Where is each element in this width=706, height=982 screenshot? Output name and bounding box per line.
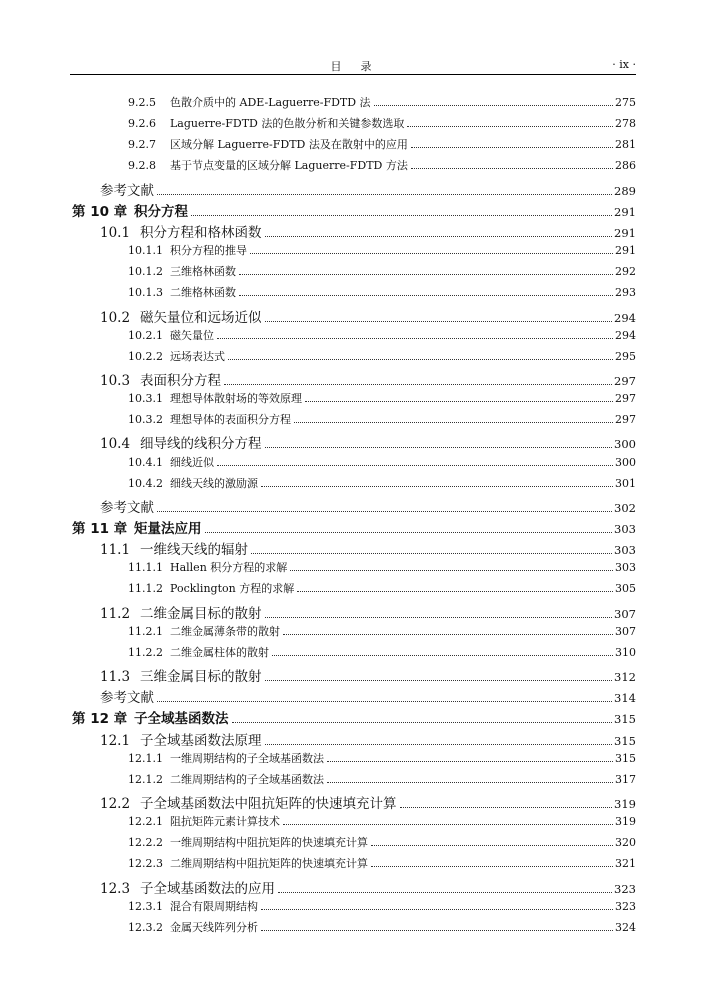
toc-entry-line	[100, 665, 636, 685]
toc-entry-page: 300	[615, 455, 636, 469]
toc-entry-title: 磁矢量位和远场近似	[140, 309, 262, 326]
toc-entry-number: 12.2.2	[128, 836, 163, 850]
toc-entry-number: 12.1.1	[128, 751, 163, 765]
header-page-number: · ix ·	[612, 58, 636, 71]
toc-entry-line	[128, 580, 636, 596]
toc-entry-number: 10.4	[100, 436, 131, 453]
toc-leader-dots	[239, 274, 613, 275]
toc-entry-number: 9.2.8	[128, 159, 156, 173]
toc-entry-title: 参考文献	[100, 499, 154, 516]
toc-entry-page: 301	[615, 476, 636, 490]
toc-entry-title: 表面积分方程	[140, 372, 221, 389]
toc-entry-number: 11.3	[100, 669, 131, 686]
toc-entry-number: 第 11 章	[72, 521, 128, 537]
toc-entry-page: 303	[615, 561, 636, 575]
toc-entry-title: 积分方程	[134, 203, 188, 220]
toc-leader-dots	[371, 866, 613, 867]
toc-entry-title: 细导线的线积分方程	[140, 436, 262, 453]
toc-entry-page: 281	[615, 138, 636, 152]
toc-entry-page: 300	[614, 437, 636, 452]
toc-entry-line	[100, 306, 636, 326]
toc-leader-dots	[261, 909, 613, 910]
toc-entry-number: 12.1.2	[128, 772, 163, 786]
toc-leader-dots	[228, 359, 613, 360]
toc-entry-number: 第 12 章	[72, 711, 128, 728]
toc-entry-title: 细线近似	[170, 455, 214, 469]
toc-entry-number: 11.2.1	[128, 624, 163, 638]
toc-leader-dots	[407, 126, 613, 127]
toc-leader-dots	[278, 892, 612, 893]
toc-entry-page: 297	[615, 392, 636, 406]
toc-entry-title: 基于节点变量的区域分解 Laguerre-FDTD 方法	[170, 159, 408, 173]
toc-entry-page: 292	[615, 265, 636, 279]
toc-entry-line	[128, 157, 636, 173]
toc-leader-dots	[327, 782, 613, 783]
toc-entry-page: 289	[614, 183, 636, 198]
toc-entry-number: 12.2.3	[128, 857, 163, 871]
toc-entry-line	[128, 242, 636, 258]
toc-entry-page: 297	[615, 413, 636, 427]
toc-entry-title: 矩量法应用	[134, 521, 202, 537]
toc-entry-page: 323	[615, 899, 636, 913]
toc-entry-number: 11.2	[100, 605, 131, 622]
toc-entry-title: 二维金属目标的散射	[140, 605, 262, 622]
toc-entry-line	[100, 221, 636, 241]
toc-entry-page: 275	[615, 96, 636, 109]
toc-entry-page: 315	[614, 712, 636, 727]
toc-leader-dots	[411, 168, 613, 169]
toc-leader-dots	[297, 591, 613, 592]
toc-entry-line	[72, 200, 636, 220]
toc-entry-page: 291	[614, 225, 636, 240]
toc-entry-page: 302	[614, 500, 636, 515]
toc-entry-page: 323	[614, 881, 636, 896]
toc-leader-dots	[191, 215, 612, 216]
toc-entry-title: 混合有限周期结构	[170, 899, 258, 913]
toc-leader-dots	[265, 744, 613, 745]
toc-entry-page: 324	[615, 920, 636, 934]
toc-entry-page: 321	[615, 857, 636, 871]
toc-entry-line	[128, 919, 636, 935]
toc-entry-page: 310	[615, 645, 636, 659]
toc-leader-dots	[400, 807, 613, 808]
toc-entry-title: 子全域基函数法	[134, 711, 229, 728]
toc-leader-dots	[157, 701, 612, 702]
toc-entry-page: 295	[615, 349, 636, 363]
toc-entry-line	[128, 623, 636, 639]
toc-entry-line	[100, 877, 636, 897]
toc-entry-title: 二维周期结构中阻抗矩阵的快速填充计算	[170, 857, 368, 871]
toc-entry-page: 319	[615, 815, 636, 829]
toc-leader-dots	[261, 930, 613, 931]
toc-entry-number: 10.2.1	[128, 328, 163, 342]
toc-entry-page: 315	[615, 751, 636, 765]
toc-entry-page: 314	[614, 691, 636, 706]
toc-leader-dots	[411, 147, 613, 148]
toc-leader-dots	[261, 486, 613, 487]
toc-entry-title: 积分方程和格林函数	[140, 224, 262, 241]
toc-entry-page: 319	[614, 796, 636, 811]
toc-entry-page: 305	[615, 582, 636, 596]
toc-entry-line	[128, 263, 636, 279]
toc-entry-page: 278	[615, 117, 636, 131]
toc-entry-number: 12.2	[100, 795, 131, 812]
toc-entry-page: 317	[615, 772, 636, 786]
toc-entry-title: 子全域基函数法中阻抗矩阵的快速填充计算	[140, 795, 397, 812]
toc-entry-page: 294	[614, 310, 636, 325]
toc-leader-dots	[374, 105, 613, 106]
toc-entry-page: 293	[615, 286, 636, 300]
toc-entry-title: 参考文献	[100, 690, 154, 707]
toc-entry-line	[100, 602, 636, 622]
toc-entry-line	[100, 496, 636, 516]
toc-entry-number: 10.2	[100, 309, 131, 326]
toc-entry-number: 10.2.2	[128, 349, 163, 363]
toc-entry-title: 二维金属柱体的散射	[170, 645, 269, 659]
toc-entry-title: 细线天线的激励源	[170, 476, 258, 490]
toc-entry-line	[100, 729, 636, 749]
toc-entry-number: 11.1.1	[128, 561, 163, 575]
toc-entry-line	[100, 686, 636, 706]
toc-entry-line	[128, 559, 636, 575]
toc-entry-line	[128, 284, 636, 300]
toc-entry-page: 315	[614, 733, 636, 748]
toc-leader-dots	[265, 321, 613, 322]
toc-entry-line	[100, 179, 636, 199]
toc-entry-page: 307	[615, 624, 636, 638]
toc-entry-number: 10.3	[100, 372, 131, 389]
toc-entry-page: 291	[614, 204, 636, 219]
toc-leader-dots	[265, 680, 613, 681]
toc-entry-line	[128, 327, 636, 343]
toc-entry-title: Laguerre-FDTD 法的色散分析和关键参数选取	[170, 117, 405, 131]
toc-leader-dots	[217, 465, 613, 466]
toc-leader-dots	[265, 617, 613, 618]
toc-entry-line	[128, 771, 636, 787]
toc-leader-dots	[283, 824, 613, 825]
toc-leader-dots	[305, 401, 613, 402]
toc-entry-title: 区域分解 Laguerre-FDTD 法及在散射中的应用	[170, 138, 408, 152]
toc-leader-dots	[250, 253, 613, 254]
toc-entry-line	[128, 348, 636, 364]
toc-entry-page: 307	[614, 606, 636, 621]
toc-entry-line	[128, 136, 636, 152]
toc-entry-line	[128, 644, 636, 660]
toc-entry-line	[72, 707, 636, 727]
toc-entry-number: 10.4.2	[128, 476, 163, 490]
toc-entry-number: 11.1	[100, 542, 131, 559]
toc-entry-number: 10.4.1	[128, 455, 163, 469]
toc-entry-title: 一维周期结构的子全域基函数法	[170, 751, 324, 765]
toc-entry-line	[128, 834, 636, 850]
toc-entry-title: 色散介质中的 ADE-Laguerre-FDTD 法	[170, 96, 371, 109]
toc-entry-title: 金属天线阵列分析	[170, 920, 258, 934]
toc-leader-dots	[224, 384, 612, 385]
toc-entry-number: 9.2.7	[128, 138, 156, 152]
toc-entry-title: 二维格林函数	[170, 286, 236, 300]
toc-leader-dots	[157, 511, 612, 512]
toc-entry-number: 第 10 章	[72, 203, 128, 220]
toc-entry-number: 12.3.1	[128, 899, 163, 913]
toc-entry-line	[128, 411, 636, 427]
toc-entry-title: 三维格林函数	[170, 265, 236, 279]
toc-leader-dots	[327, 761, 613, 762]
toc-entry-line	[100, 792, 636, 812]
toc-entry-number: 12.2.1	[128, 815, 163, 829]
toc-entry-line	[128, 454, 636, 470]
toc-entry-page: 320	[615, 836, 636, 850]
toc-entry-number: 10.1.1	[128, 244, 163, 258]
toc-entry-line	[128, 813, 636, 829]
toc-entry-title: 参考文献	[100, 182, 154, 199]
toc-entry-line	[128, 94, 636, 110]
toc-entry-title: 三维金属目标的散射	[140, 669, 262, 686]
toc-entry-number: 9.2.6	[128, 117, 156, 131]
toc-entry-number: 10.3.2	[128, 413, 163, 427]
toc-entry-number: 12.3.2	[128, 920, 163, 934]
toc-leader-dots	[294, 422, 613, 423]
toc-leader-dots	[283, 634, 613, 635]
toc-leader-dots	[265, 447, 613, 448]
toc-entry-title: 二维周期结构的子全域基函数法	[170, 772, 324, 786]
toc-entry-title: 远场表达式	[170, 349, 225, 363]
toc-entry-title: Pocklington 方程的求解	[170, 582, 295, 596]
header-divider	[70, 74, 636, 75]
toc-entry-title: 二维金属薄条带的散射	[170, 624, 280, 638]
header-title: 目 录	[330, 60, 376, 73]
toc-entry-number: 11.2.2	[128, 645, 163, 659]
toc-entry-title: 理想导体的表面积分方程	[170, 413, 291, 427]
toc-entry-title: 一维周期结构中阻抗矩阵的快速填充计算	[170, 836, 368, 850]
toc-entry-number: 12.1	[100, 732, 131, 749]
toc-entry-title: 一维线天线的辐射	[140, 542, 248, 559]
toc-entry-title: 积分方程的推导	[170, 244, 247, 258]
toc-entry-line	[100, 369, 636, 389]
toc-entry-number: 9.2.5	[128, 96, 156, 109]
toc-entry-number: 10.1.3	[128, 286, 163, 300]
toc-entry-page: 294	[615, 328, 636, 342]
toc-entry-line	[128, 390, 636, 406]
toc-entry-line	[128, 898, 636, 914]
toc-entry-number: 10.1	[100, 224, 131, 241]
toc-leader-dots	[371, 845, 613, 846]
toc-entry-number: 11.1.2	[128, 582, 163, 596]
toc-entry-line	[128, 855, 636, 871]
toc-leader-dots	[232, 722, 613, 723]
toc-entry-number: 10.3.1	[128, 392, 163, 406]
toc-entry-line	[128, 475, 636, 491]
toc-entry-page: 297	[614, 373, 636, 388]
toc-leader-dots	[272, 655, 613, 656]
toc-leader-dots	[239, 295, 613, 296]
toc-entry-page: 291	[615, 244, 636, 258]
toc-leader-dots	[290, 570, 613, 571]
toc-entry-page: 303	[614, 522, 636, 536]
toc-entry-line	[100, 432, 636, 452]
toc-entry-title: 子全域基函数法的应用	[140, 880, 275, 897]
toc-entry-line	[128, 750, 636, 766]
toc-leader-dots	[205, 532, 613, 533]
toc-entry-page: 312	[614, 670, 636, 685]
toc-leader-dots	[265, 236, 613, 237]
toc-entry-line	[72, 517, 636, 537]
toc-entry-line	[100, 538, 636, 558]
toc-entry-title: Hallen 积分方程的求解	[170, 561, 288, 575]
toc-entry-title: 阻抗矩阵元素计算技术	[170, 815, 280, 829]
toc-entry-title: 理想导体散射场的等效原理	[170, 392, 302, 406]
toc-entry-page: 303	[614, 543, 636, 558]
toc-leader-dots	[157, 194, 612, 195]
toc-entry-title: 子全域基函数法原理	[140, 732, 262, 749]
toc-entry-title: 磁矢量位	[170, 328, 214, 342]
toc-leader-dots	[251, 553, 612, 554]
toc-entry-number: 10.1.2	[128, 265, 163, 279]
toc-entry-page: 286	[615, 159, 636, 173]
toc-leader-dots	[217, 338, 613, 339]
toc-entry-line	[128, 115, 636, 131]
toc-entry-number: 12.3	[100, 880, 131, 897]
